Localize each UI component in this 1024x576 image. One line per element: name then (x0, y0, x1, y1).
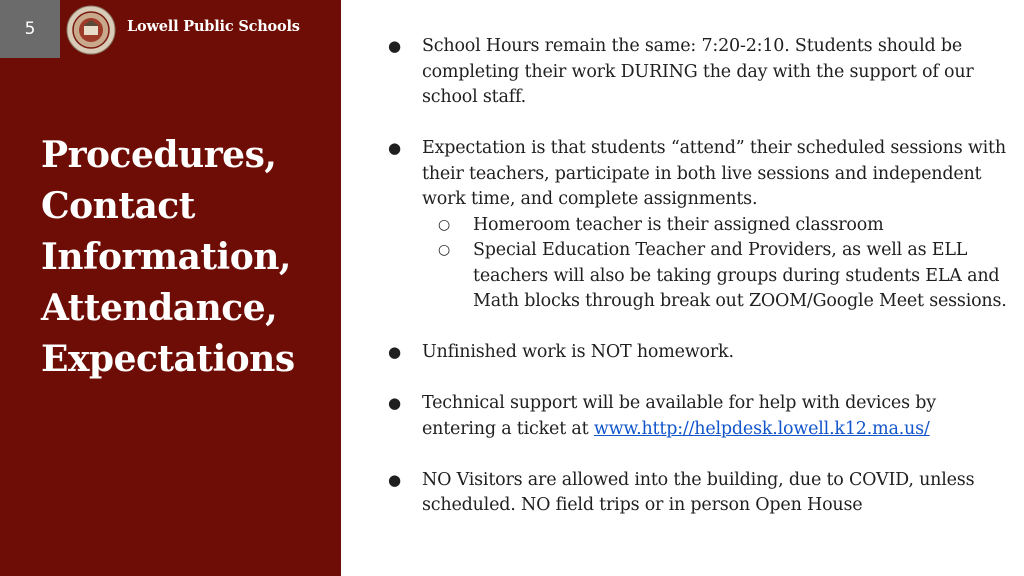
slide-number: 5 (0, 0, 60, 58)
school-seal-logo (66, 5, 116, 55)
bullet-text: NO Visitors are allowed into the building, due to COVID, unless scheduled. NO field trips or in person Open House (422, 469, 975, 515)
title-line: Attendance, (41, 287, 278, 329)
bullet-text: Technical support will be available for help with devices by entering a ticket at (422, 393, 936, 439)
bullet-item (384, 391, 1014, 442)
bullet-text: School Hours remain the same: 7:20-2:10. Students should be completing their work DURING the day with the support of our school staff. (422, 36, 974, 107)
title-line: Expectations (41, 338, 295, 380)
bullet-text: Unfinished work is NOT homework. (422, 342, 734, 362)
sub-bullet-item (384, 238, 1014, 315)
bullet-item (384, 136, 1014, 213)
bullet-list (384, 34, 1014, 544)
helpdesk-link[interactable]: www.http://helpdesk.lowell.k12.ma.us/ (593, 418, 930, 439)
sub-bullet-text: Special Education Teacher and Providers, as well as ELL teachers will also be taking groups during students ELA and Math blocks through break out ZOOM/Google Meet sessions. (473, 240, 1007, 311)
bullet-dot-icon: ● (388, 139, 401, 157)
sub-bullet-list (384, 213, 1014, 315)
title-line: Procedures, (41, 134, 277, 176)
bullet-dot-icon: ● (388, 470, 401, 489)
sub-bullet-text: Homeroom teacher is their assigned classroom (473, 214, 884, 235)
bullet-item (384, 468, 1014, 519)
slide-title (41, 130, 331, 385)
sidebar-panel (0, 0, 341, 576)
sub-bullet-item (384, 213, 1014, 239)
bullet-text: Expectation is that students “attend” their scheduled sessions with their teachers, participate in both live sessions and independent work time, and complete assignments. (422, 138, 1006, 209)
title-line: Information, (41, 236, 291, 278)
bullet-item (384, 340, 1014, 366)
title-line: Contact (41, 185, 195, 227)
organization-name: Lowell Public Schools (127, 18, 300, 35)
bullet-dot-icon: ● (388, 343, 401, 361)
sub-bullet-circle-icon: ○ (438, 242, 451, 258)
sub-bullet-circle-icon: ○ (438, 216, 451, 233)
bullet-dot-icon: ● (388, 394, 401, 412)
bullet-dot-icon: ● (388, 37, 401, 55)
bullet-item (384, 34, 1014, 111)
